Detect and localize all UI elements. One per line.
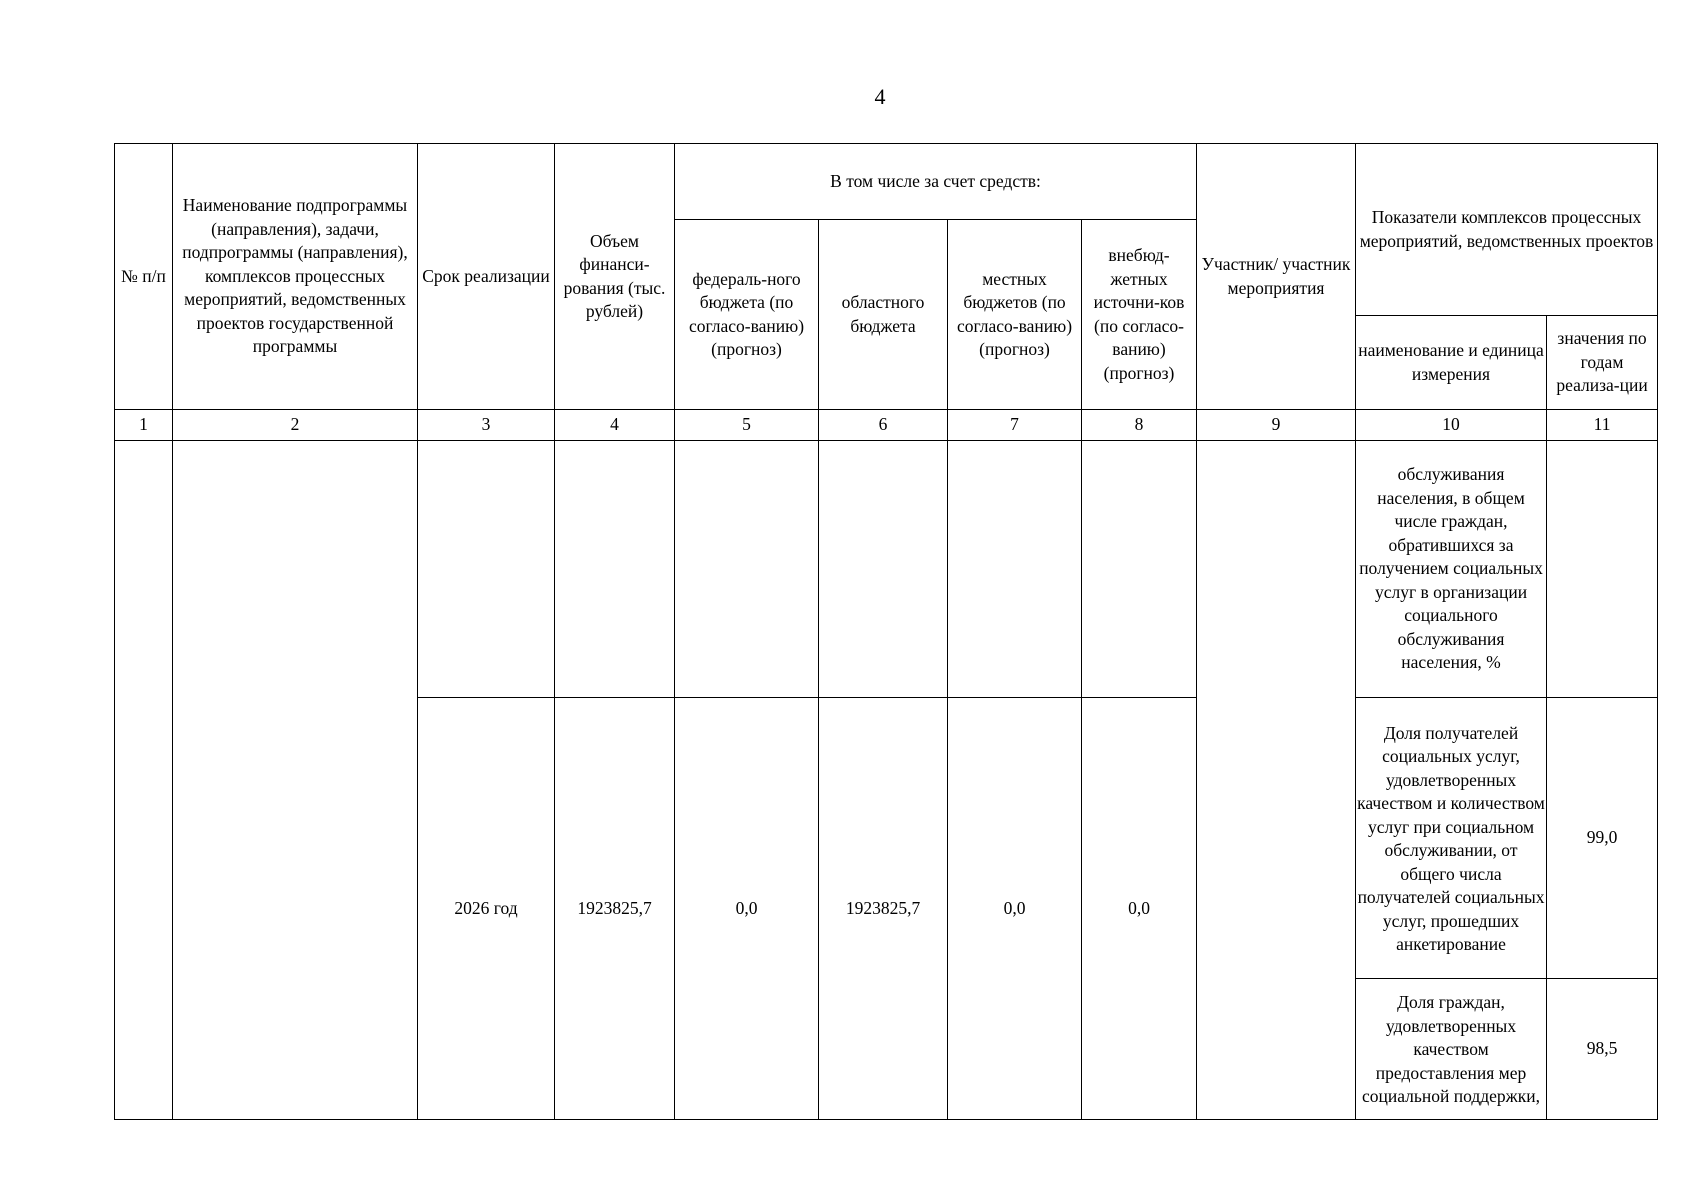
program-name-cell [173, 441, 418, 1120]
header-col-period: Срок реализации [418, 144, 555, 410]
header-col-local: местных бюджетов (по согласо-ванию) (прогноз) [948, 220, 1082, 410]
total-funding-cell [555, 441, 675, 698]
regional-cell [819, 441, 948, 698]
header-funding-group: В том числе за счет средств: [675, 144, 1197, 220]
extrabudget-cell [1082, 441, 1197, 698]
indicator-name-cell: Доля получателей социальных услуг, удовлетворенных качеством и количеством услуг при социальном обслуживании, от общего числа получателей социальных услуг, прошедших анкетирование [1356, 698, 1547, 979]
column-number: 6 [819, 410, 948, 441]
period-cell [418, 441, 555, 698]
column-number: 8 [1082, 410, 1197, 441]
header-col-federal: федераль-ного бюджета (по согласо-ванию) (прогноз) [675, 220, 819, 410]
indicator-value-cell: 98,5 [1547, 979, 1658, 1120]
regional-cell: 1923825,7 [819, 698, 948, 1120]
column-number: 4 [555, 410, 675, 441]
header-col-total-funding: Объем финанси-рования (тыс. рублей) [555, 144, 675, 410]
column-number: 7 [948, 410, 1082, 441]
number-cell [115, 441, 173, 1120]
header-col-extrabudget: внебюд-жетных источни-ков (по согласо-ванию) (прогноз) [1082, 220, 1197, 410]
local-cell [948, 441, 1082, 698]
header-col-participant: Участник/ участник мероприятия [1197, 144, 1356, 410]
column-numbers-row [115, 410, 1658, 441]
header-col-indicator-name: наименование и единица измерения [1356, 316, 1547, 410]
indicator-value-cell [1547, 441, 1658, 698]
header-col-number: № п/п [115, 144, 173, 410]
column-number: 10 [1356, 410, 1547, 441]
column-number: 1 [115, 410, 173, 441]
header-col-indicator-values: значения по годам реализа-ции [1547, 316, 1658, 410]
table-row [115, 441, 1658, 698]
page-number: 4 [874, 84, 886, 109]
column-number: 9 [1197, 410, 1356, 441]
column-number: 11 [1547, 410, 1658, 441]
federal-cell: 0,0 [675, 698, 819, 1120]
federal-cell [675, 441, 819, 698]
column-number: 3 [418, 410, 555, 441]
indicator-value-cell: 99,0 [1547, 698, 1658, 979]
program-table [114, 143, 1658, 1120]
period-cell: 2026 год [418, 698, 555, 1120]
column-number: 2 [173, 410, 418, 441]
indicator-name-cell: обслуживания населения, в общем числе граждан, обратившихся за получением социальных услуг в организации социального обслуживания населения, % [1356, 441, 1547, 698]
total-funding-cell: 1923825,7 [555, 698, 675, 1120]
header-col-name: Наименование подпрограммы (направления), задачи, подпрограммы (направления), комплексов процессных мероприятий, ведомственных проектов государственной программы [173, 144, 418, 410]
column-number: 5 [675, 410, 819, 441]
extrabudget-cell: 0,0 [1082, 698, 1197, 1120]
participant-cell [1197, 441, 1356, 1120]
indicator-name-cell: Доля граждан, удовлетворенных качеством предоставления мер социальной поддержки, [1356, 979, 1547, 1120]
header-col-regional: областного бюджета [819, 220, 948, 410]
local-cell: 0,0 [948, 698, 1082, 1120]
header-indicators-group: Показатели комплексов процессных мероприятий, ведомственных проектов [1356, 144, 1658, 316]
header-row-1 [115, 144, 1658, 220]
